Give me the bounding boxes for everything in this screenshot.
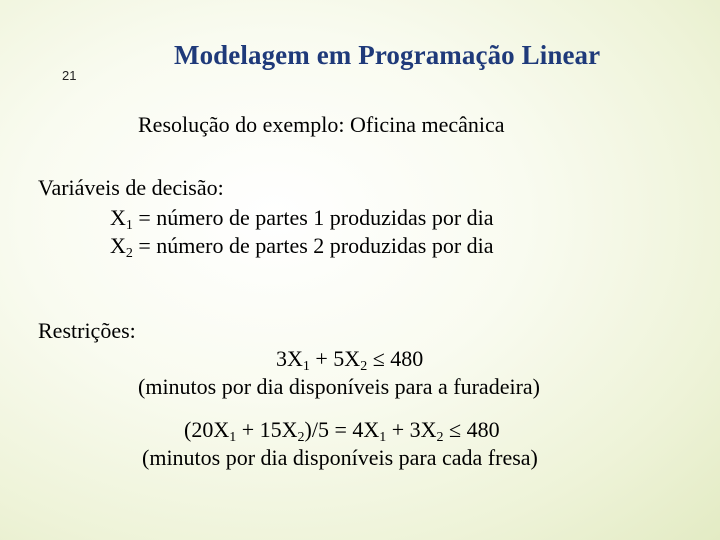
constraint-drill-note: (minutos por dia disponíveis para a furadeira)	[138, 374, 540, 399]
constraint-mill-equation: $(20X_1 + 15X_2)/5 = 4X_1 + 3X_2 \le 480$	[184, 417, 500, 445]
variable-x1-definition: $X_1$ = número de partes 1 produzidas por dia	[110, 205, 494, 233]
restrictions-heading: Restrições:	[38, 318, 136, 343]
slide-subtitle: Resolução do exemplo: Oficina mecânica	[138, 112, 505, 137]
constraint-drill-equation: $3X_1 + 5X_2 \le 480$	[276, 346, 424, 374]
variable-x2-definition: $X_2$ = número de partes 2 produzidas por dia	[110, 233, 494, 261]
variables-heading: Variáveis de decisão:	[38, 175, 224, 200]
slide-title: Modelagem em Programação Linear	[174, 40, 601, 70]
page-number: 21	[62, 68, 77, 83]
constraint-mill-note: (minutos por dia disponíveis para cada fresa)	[142, 445, 538, 470]
